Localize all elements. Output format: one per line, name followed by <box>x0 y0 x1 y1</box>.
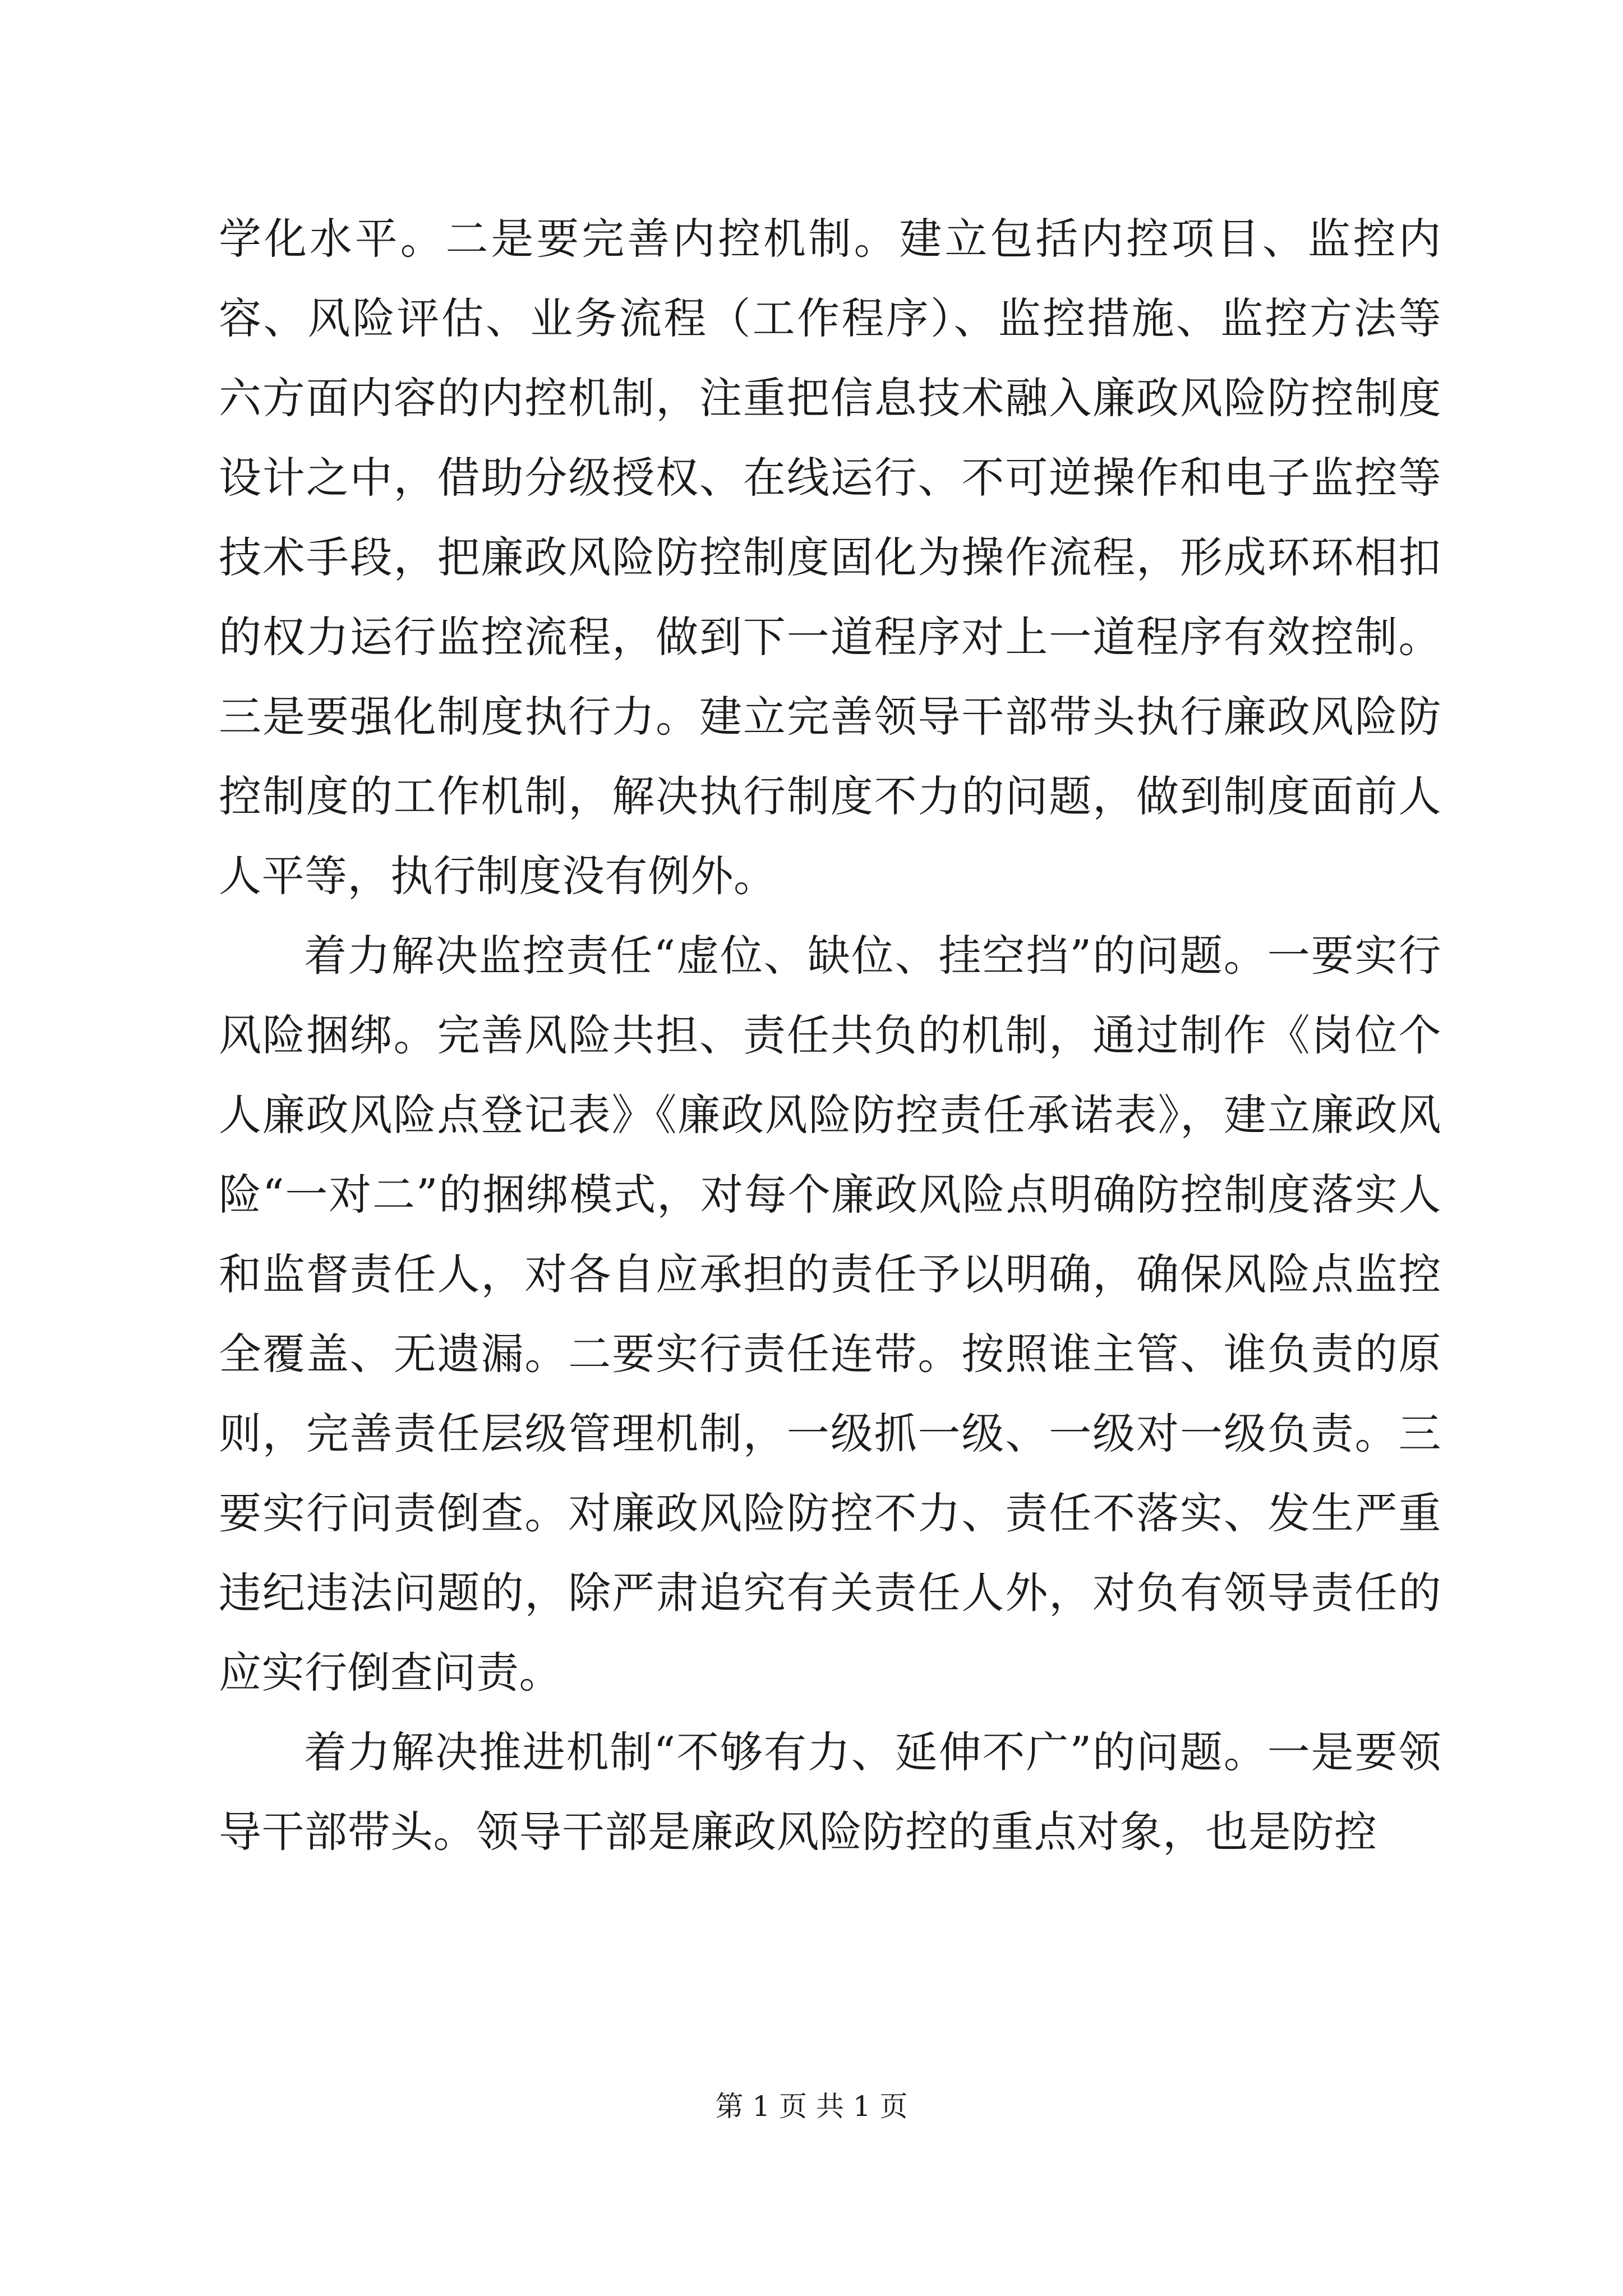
paragraph-1: 学化水平。二是要完善内控机制。建立包括内控项目、监控内容、风险评估、业务流程（工作程序）、监控措施、监控方法等六方面内容的内控机制，注重把信息技术融入廉政风险防控制度设计之中，借助分级授权、在线运行、不可逆操作和电子监控等技术手段，把廉政风险防控制度固化为操作流程，形成环环相扣的权力运行监控流程，做到下一道程序对上一道程序有效控制。三是要强化制度执行力。建立完善领导干部带头执行廉政风险防控制度的工作机制，解决执行制度不力的问题，做到制度面前人人平等，执行制度没有例外。 <box>219 214 1441 901</box>
paragraph-2: 着力解决监控责任“虚位、缺位、挂空挡”的问题。一要实行风险捆绑。完善风险共担、责任共负的机制，通过制作《岗位个人廉政风险点登记表》《廉政风险防控责任承诺表》，建立廉政风险“一对二”的捆绑模式，对每个廉政风险点明确防控制度落实人和监督责任人，对各自应承担的责任予以明确，确保风险点监控全覆盖、无遗漏。二要实行责任连带。按照谁主管、谁负责的原则，完善责任层级管理机制，一级抓一级、一级对一级负责。三要实行问责倒查。对廉政风险防控不力、责任不落实、发生严重违纪违法问题的，除严肃追究有关责任人外，对负有领导责任的应实行倒查问责。 <box>219 931 1441 1697</box>
page-footer: 第 1 页 共 1 页 <box>715 2090 908 2123</box>
paragraph-3: 着力解决推进机制“不够有力、延伸不广”的问题。一是要领导干部带头。领导干部是廉政风险防控的重点对象，也是防控 <box>219 1727 1441 1857</box>
document-body <box>219 199 1441 1872</box>
